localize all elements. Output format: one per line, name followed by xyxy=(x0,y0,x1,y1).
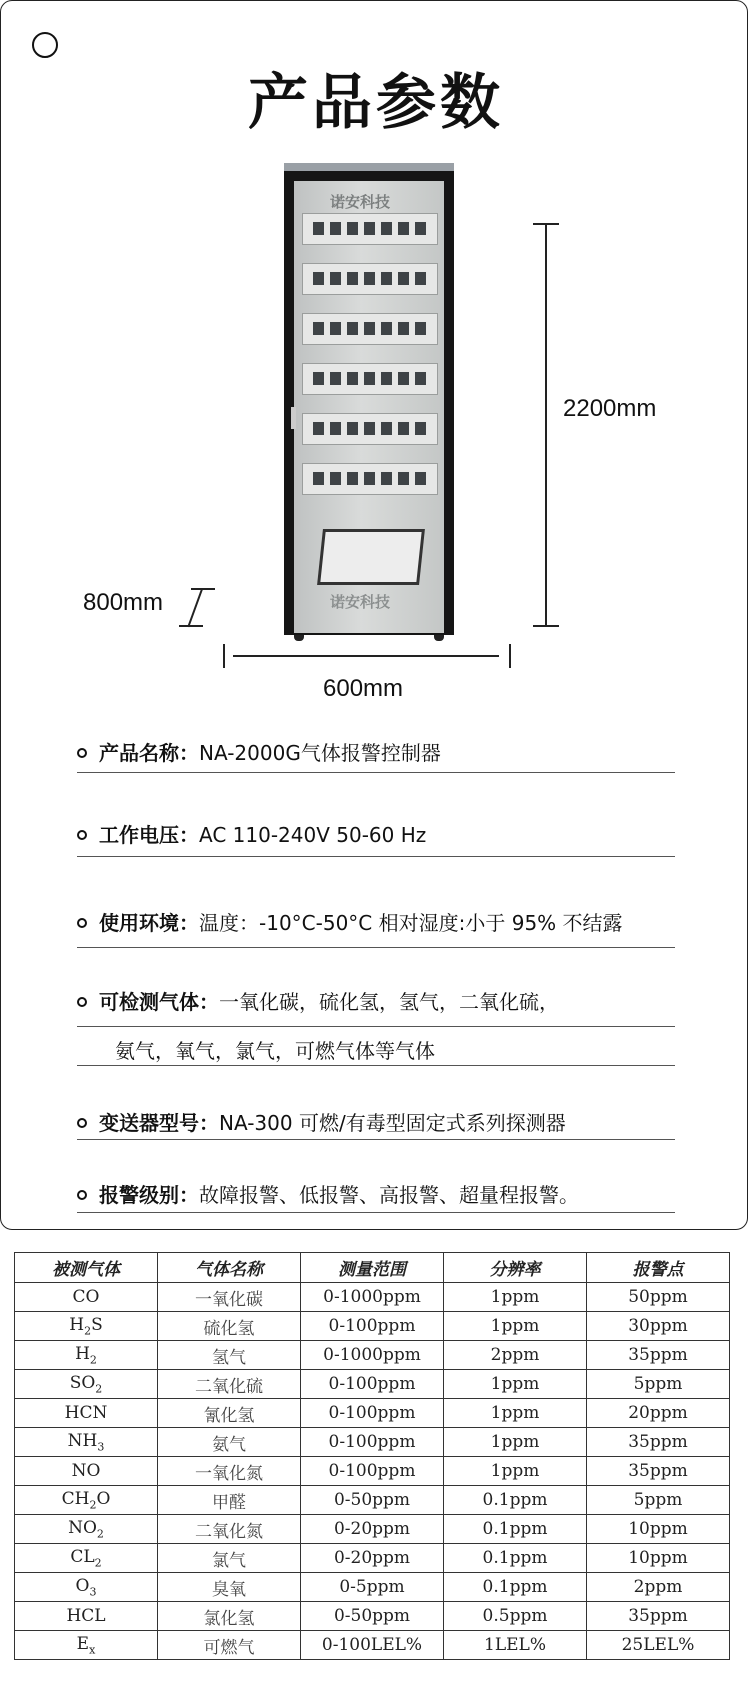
bullet-icon xyxy=(77,1190,87,1200)
gas-name-cell: 氯化氢 xyxy=(158,1602,301,1631)
resolution-cell: 1ppm xyxy=(444,1312,587,1341)
width-dimension-tick xyxy=(509,644,511,668)
height-dimension-tick xyxy=(533,223,559,225)
gas-formula-cell xyxy=(15,1486,158,1515)
gas-formula: O xyxy=(75,1575,90,1596)
table-row xyxy=(15,1515,730,1544)
detector-display xyxy=(313,272,324,285)
detector-module-row xyxy=(302,213,438,245)
height-dimension-line xyxy=(545,224,547,626)
gas-formula: HCL xyxy=(66,1606,106,1626)
height-dimension-tick xyxy=(533,625,559,627)
gas-formula-subscript: 3 xyxy=(89,1585,97,1599)
cabinet-image xyxy=(284,163,454,641)
detector-display xyxy=(313,422,324,435)
detector-display xyxy=(313,472,324,485)
spec-environment xyxy=(77,907,675,936)
gas-name-cell: 氨气 xyxy=(158,1428,301,1457)
range-cell: 0-50ppm xyxy=(301,1486,444,1515)
divider xyxy=(77,947,675,948)
alarm-point-cell: 50ppm xyxy=(587,1283,730,1312)
table-row xyxy=(15,1341,730,1370)
alarm-point-cell: 5ppm xyxy=(587,1370,730,1399)
gas-formula-subscript: 3 xyxy=(97,1440,105,1454)
alarm-point-cell: 35ppm xyxy=(587,1428,730,1457)
gas-formula: H xyxy=(75,1343,90,1364)
cabinet-logo-bottom: 诺安科技 xyxy=(330,593,391,611)
range-cell: 0-100ppm xyxy=(301,1312,444,1341)
resolution-cell: 1ppm xyxy=(444,1283,587,1312)
gas-formula-subscript: x xyxy=(89,1643,96,1657)
spec-label: 报警级别： xyxy=(99,1183,199,1207)
range-cell: 0-1000ppm xyxy=(301,1341,444,1370)
gas-formula-cell xyxy=(15,1428,158,1457)
cabinet-door xyxy=(294,181,444,633)
spec-label: 可检测气体： xyxy=(99,990,219,1014)
detector-display xyxy=(347,222,358,235)
gas-formula-cell xyxy=(15,1399,158,1428)
detector-display xyxy=(398,372,409,385)
table-row xyxy=(15,1573,730,1602)
detector-display xyxy=(347,372,358,385)
spec-value: AC 110-240V 50-60 Hz xyxy=(199,823,427,847)
gas-formula-cell xyxy=(15,1544,158,1573)
spec-transmitter-model xyxy=(77,1107,675,1136)
detector-display xyxy=(415,422,426,435)
depth-dimension-line xyxy=(187,589,203,627)
detector-module-row xyxy=(302,463,438,495)
cabinet-foot xyxy=(434,635,444,641)
detector-display xyxy=(415,322,426,335)
spec-detectable-gases-continued: 氨气，氧气，氯气，可燃气体等气体 xyxy=(115,1039,435,1063)
gas-formula-cell xyxy=(15,1370,158,1399)
alarm-point-cell: 35ppm xyxy=(587,1341,730,1370)
range-cell: 0-100ppm xyxy=(301,1370,444,1399)
resolution-cell: 0.1ppm xyxy=(444,1573,587,1602)
cabinet-handle xyxy=(291,407,296,429)
column-header: 测量范围 xyxy=(301,1253,444,1283)
width-dimension-line xyxy=(233,655,499,657)
detector-display xyxy=(398,272,409,285)
detector-display xyxy=(364,472,375,485)
page-title: 产品参数 xyxy=(248,68,504,138)
table-row xyxy=(15,1399,730,1428)
gas-formula: CO xyxy=(72,1287,100,1307)
column-header: 分辨率 xyxy=(444,1253,587,1283)
gas-formula-subscript: 2 xyxy=(89,1353,97,1367)
table-header-row xyxy=(15,1253,730,1283)
table-row xyxy=(15,1631,730,1660)
depth-label: 800mm xyxy=(83,589,164,616)
detector-display xyxy=(381,222,392,235)
divider xyxy=(77,1212,675,1213)
gas-formula-subscript: 2 xyxy=(84,1324,92,1338)
gas-formula-cell xyxy=(15,1515,158,1544)
alarm-point-cell: 10ppm xyxy=(587,1515,730,1544)
detector-module-row xyxy=(302,313,438,345)
gas-formula-subscript: 2 xyxy=(95,1382,103,1396)
gas-formula-cell xyxy=(15,1312,158,1341)
detector-display xyxy=(347,322,358,335)
bullet-icon xyxy=(77,997,87,1007)
table-row xyxy=(15,1602,730,1631)
width-dimension-tick xyxy=(223,644,225,668)
alarm-point-cell: 35ppm xyxy=(587,1602,730,1631)
detector-display xyxy=(415,272,426,285)
detector-display xyxy=(330,272,341,285)
resolution-cell: 1ppm xyxy=(444,1428,587,1457)
detector-display xyxy=(347,422,358,435)
column-header: 被测气体 xyxy=(15,1253,158,1283)
gas-formula-cell xyxy=(15,1457,158,1486)
resolution-cell: 0.5ppm xyxy=(444,1602,587,1631)
resolution-cell: 0.1ppm xyxy=(444,1486,587,1515)
gas-formula: CL xyxy=(70,1546,95,1567)
detector-display xyxy=(364,272,375,285)
detector-display xyxy=(330,422,341,435)
gas-formula-cell xyxy=(15,1573,158,1602)
table-row xyxy=(15,1283,730,1312)
table-row xyxy=(15,1312,730,1341)
range-cell: 0-100ppm xyxy=(301,1457,444,1486)
cabinet-foot xyxy=(294,635,304,641)
range-cell: 0-50ppm xyxy=(301,1602,444,1631)
range-cell: 0-5ppm xyxy=(301,1573,444,1602)
detector-display xyxy=(415,472,426,485)
divider xyxy=(77,1065,675,1066)
alarm-point-cell: 5ppm xyxy=(587,1486,730,1515)
divider xyxy=(77,856,675,857)
bullet-icon xyxy=(77,1118,87,1128)
resolution-cell: 1ppm xyxy=(444,1457,587,1486)
gas-formula: H xyxy=(69,1314,85,1335)
gas-formula-cell xyxy=(15,1341,158,1370)
gas-name-cell: 氢气 xyxy=(158,1341,301,1370)
gas-name-cell: 二氧化硫 xyxy=(158,1370,301,1399)
spec-voltage xyxy=(77,819,675,848)
range-cell: 0-100ppm xyxy=(301,1428,444,1457)
spec-value: NA-2000G气体报警控制器 xyxy=(199,741,441,765)
gas-name-cell: 氯气 xyxy=(158,1544,301,1573)
detector-display xyxy=(364,372,375,385)
detector-display xyxy=(347,272,358,285)
resolution-cell: 1ppm xyxy=(444,1399,587,1428)
resolution-cell: 0.1ppm xyxy=(444,1544,587,1573)
resolution-cell: 1LEL% xyxy=(444,1631,587,1660)
detector-display xyxy=(364,422,375,435)
gas-formula-tail: O xyxy=(96,1488,111,1509)
gas-formula: NO xyxy=(71,1461,101,1481)
range-cell: 0-20ppm xyxy=(301,1515,444,1544)
gas-formula-subscript: 2 xyxy=(94,1556,102,1570)
bullet-icon xyxy=(77,830,87,840)
gas-formula-cell xyxy=(15,1602,158,1631)
alarm-point-cell: 25LEL% xyxy=(587,1631,730,1660)
detector-display xyxy=(381,472,392,485)
table-row xyxy=(15,1370,730,1399)
range-cell: 0-100ppm xyxy=(301,1399,444,1428)
depth-dimension-tick xyxy=(179,625,203,627)
alarm-point-cell: 35ppm xyxy=(587,1457,730,1486)
gas-name-cell: 一氧化碳 xyxy=(158,1283,301,1312)
column-header: 报警点 xyxy=(587,1253,730,1283)
spec-alarm-level xyxy=(77,1179,675,1208)
detector-display xyxy=(313,372,324,385)
gas-formula-tail: S xyxy=(91,1314,103,1335)
gas-name-cell: 可燃气 xyxy=(158,1631,301,1660)
divider xyxy=(77,1139,675,1140)
spec-detectable-gases xyxy=(77,986,675,1015)
resolution-cell: 0.1ppm xyxy=(444,1515,587,1544)
gas-formula: SO xyxy=(69,1372,96,1393)
gas-name-cell: 一氧化氮 xyxy=(158,1457,301,1486)
divider xyxy=(77,772,675,773)
gas-formula-subscript: 2 xyxy=(89,1498,97,1512)
table-row xyxy=(15,1457,730,1486)
gas-spec-table xyxy=(14,1252,730,1660)
range-cell: 0-100LEL% xyxy=(301,1631,444,1660)
gas-name-cell: 氰化氢 xyxy=(158,1399,301,1428)
detector-display xyxy=(398,322,409,335)
detector-display xyxy=(364,322,375,335)
gas-name-cell: 硫化氢 xyxy=(158,1312,301,1341)
detector-module-row xyxy=(302,413,438,445)
bullet-icon xyxy=(77,748,87,758)
detector-display xyxy=(313,222,324,235)
detector-display xyxy=(398,222,409,235)
spec-value: 温度：-10°C-50°C 相对湿度:小于 95% 不结露 xyxy=(199,911,623,935)
gas-formula: NO xyxy=(68,1517,97,1538)
spec-label: 产品名称： xyxy=(99,741,199,765)
gas-formula-cell xyxy=(15,1283,158,1312)
detector-module-row xyxy=(302,363,438,395)
gas-name-cell: 二氧化氮 xyxy=(158,1515,301,1544)
detector-display xyxy=(398,472,409,485)
cabinet-body xyxy=(284,171,454,635)
spec-product-name xyxy=(77,737,675,766)
detector-display xyxy=(364,222,375,235)
detector-display xyxy=(398,422,409,435)
gas-name-cell: 臭氧 xyxy=(158,1573,301,1602)
height-label: 2200mm xyxy=(563,395,657,422)
gas-formula-subscript: 2 xyxy=(96,1527,104,1541)
alarm-point-cell: 30ppm xyxy=(587,1312,730,1341)
detector-display xyxy=(330,322,341,335)
gas-formula: CH xyxy=(61,1488,90,1509)
bullet-icon xyxy=(77,918,87,928)
detector-display xyxy=(330,222,341,235)
cabinet-drawer xyxy=(317,529,425,585)
resolution-cell: 1ppm xyxy=(444,1370,587,1399)
resolution-cell: 2ppm xyxy=(444,1341,587,1370)
detector-display xyxy=(381,322,392,335)
spec-label: 使用环境： xyxy=(99,911,199,935)
alarm-point-cell: 10ppm xyxy=(587,1544,730,1573)
detector-display xyxy=(330,472,341,485)
detector-display xyxy=(313,322,324,335)
spec-value: NA-300 可燃/有毒型固定式系列探测器 xyxy=(219,1111,566,1135)
spec-label: 变送器型号： xyxy=(99,1111,219,1135)
cabinet-logo: 诺安科技 xyxy=(330,193,391,211)
detector-display xyxy=(381,422,392,435)
gas-formula-cell xyxy=(15,1631,158,1660)
detector-display xyxy=(415,222,426,235)
detector-display xyxy=(347,472,358,485)
table-row xyxy=(15,1544,730,1573)
spec-value: 一氧化碳，硫化氢，氢气，二氧化硫， xyxy=(219,990,559,1014)
spec-label: 工作电压： xyxy=(99,823,199,847)
width-label: 600mm xyxy=(323,675,404,702)
gas-formula: HCN xyxy=(64,1403,108,1423)
table-row xyxy=(15,1428,730,1457)
range-cell: 0-20ppm xyxy=(301,1544,444,1573)
detector-display xyxy=(381,272,392,285)
detector-module-row xyxy=(302,263,438,295)
gas-formula: E xyxy=(76,1633,90,1654)
detector-display xyxy=(415,372,426,385)
range-cell: 0-1000ppm xyxy=(301,1283,444,1312)
detector-display xyxy=(330,372,341,385)
alarm-point-cell: 2ppm xyxy=(587,1573,730,1602)
column-header: 气体名称 xyxy=(158,1253,301,1283)
spec-value: 故障报警、低报警、高报警、超量程报警。 xyxy=(199,1183,579,1207)
gas-name-cell: 甲醛 xyxy=(158,1486,301,1515)
divider xyxy=(77,1026,675,1027)
gas-formula: NH xyxy=(67,1430,98,1451)
table-row xyxy=(15,1486,730,1515)
alarm-point-cell: 20ppm xyxy=(587,1399,730,1428)
detector-display xyxy=(381,372,392,385)
